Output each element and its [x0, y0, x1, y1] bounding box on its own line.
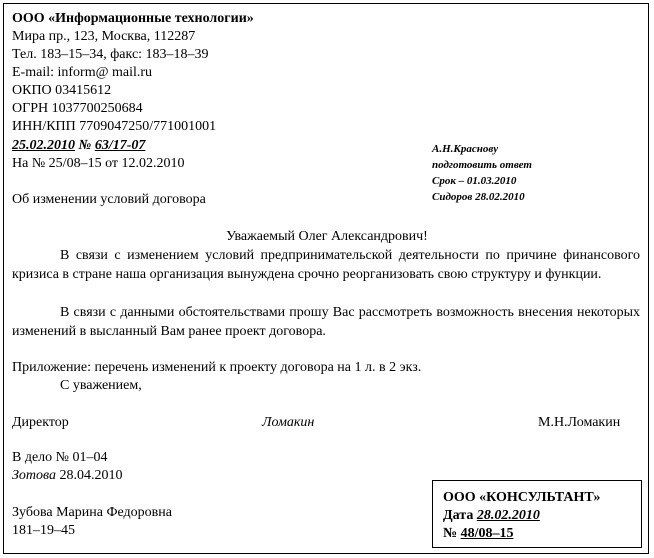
stamp-date-label: Дата — [443, 508, 477, 523]
signature-position: Директор — [12, 415, 69, 430]
resolution-line: Сидоров 28.02.2010 — [432, 191, 525, 203]
org-inn-kpp: ИНН/КПП 7709047250/771001001 — [12, 119, 217, 134]
reference-line: На № 25/08–15 от 12.02.2010 — [12, 156, 185, 171]
outgoing-sep: № — [75, 138, 95, 153]
signature-name: М.Н.Ломакин — [538, 415, 621, 430]
file-note-who: Зотова — [12, 468, 57, 483]
org-name: ООО «Информационные технологии» — [12, 11, 254, 26]
stamp-org: ООО «КОНСУЛЬТАНТ» — [443, 490, 601, 505]
stamp-date-row — [443, 507, 540, 525]
org-address: Мира пр., 123, Москва, 112287 — [12, 29, 196, 44]
salutation: Уважаемый Олег Александрович! — [226, 229, 428, 244]
subject-line: Об изменении условий договора — [12, 192, 206, 207]
org-email: E-mail: inform@ mail.ru — [12, 65, 153, 80]
incoming-stamp — [432, 480, 642, 548]
stamp-number-label: № — [443, 526, 461, 541]
executor-phone: 181–19–45 — [12, 523, 75, 538]
body-paragraph-1: В связи с изменением условий предпринимательской деятельности по причине финансового кризиса в стране наша организация вынуждена срочно реорганизовать свою структуру и функции. — [12, 248, 640, 282]
org-phone: Тел. 183–15–34, факс: 183–18–39 — [12, 47, 209, 62]
file-note-sign — [12, 467, 123, 485]
attachment-note: Приложение: перечень изменений к проекту договора на 1 л. в 2 экз. — [12, 360, 422, 375]
executor-name: Зубова Марина Федоровна — [12, 505, 172, 520]
outgoing-date: 25.02.2010 — [12, 138, 75, 153]
stamp-date: 28.02.2010 — [476, 508, 540, 523]
file-note-date: 28.04.2010 — [56, 468, 123, 483]
org-ogrn: ОГРН 1037700250684 — [12, 101, 143, 116]
file-note-line: В дело № 01–04 — [12, 450, 108, 465]
outgoing-number: 63/17-07 — [94, 138, 146, 153]
signature-sign: Ломакин — [262, 415, 315, 430]
closing: С уважением, — [60, 378, 142, 393]
stamp-number: 48/08–15 — [460, 526, 514, 541]
resolution-line: подготовить ответ — [432, 159, 532, 171]
resolution-line: Срок – 01.03.2010 — [432, 175, 517, 187]
resolution-line: А.Н.Краснову — [432, 143, 499, 155]
stamp-number-row — [443, 525, 513, 543]
body-paragraph-2: В связи с данными обстоятельствами прошу Вас рассмотреть возможность внесения некоторых изменений в высланный Вам ранее проект договора. — [12, 305, 640, 339]
org-okpo: ОКПО 03415612 — [12, 83, 112, 98]
outgoing-registration — [12, 137, 145, 155]
